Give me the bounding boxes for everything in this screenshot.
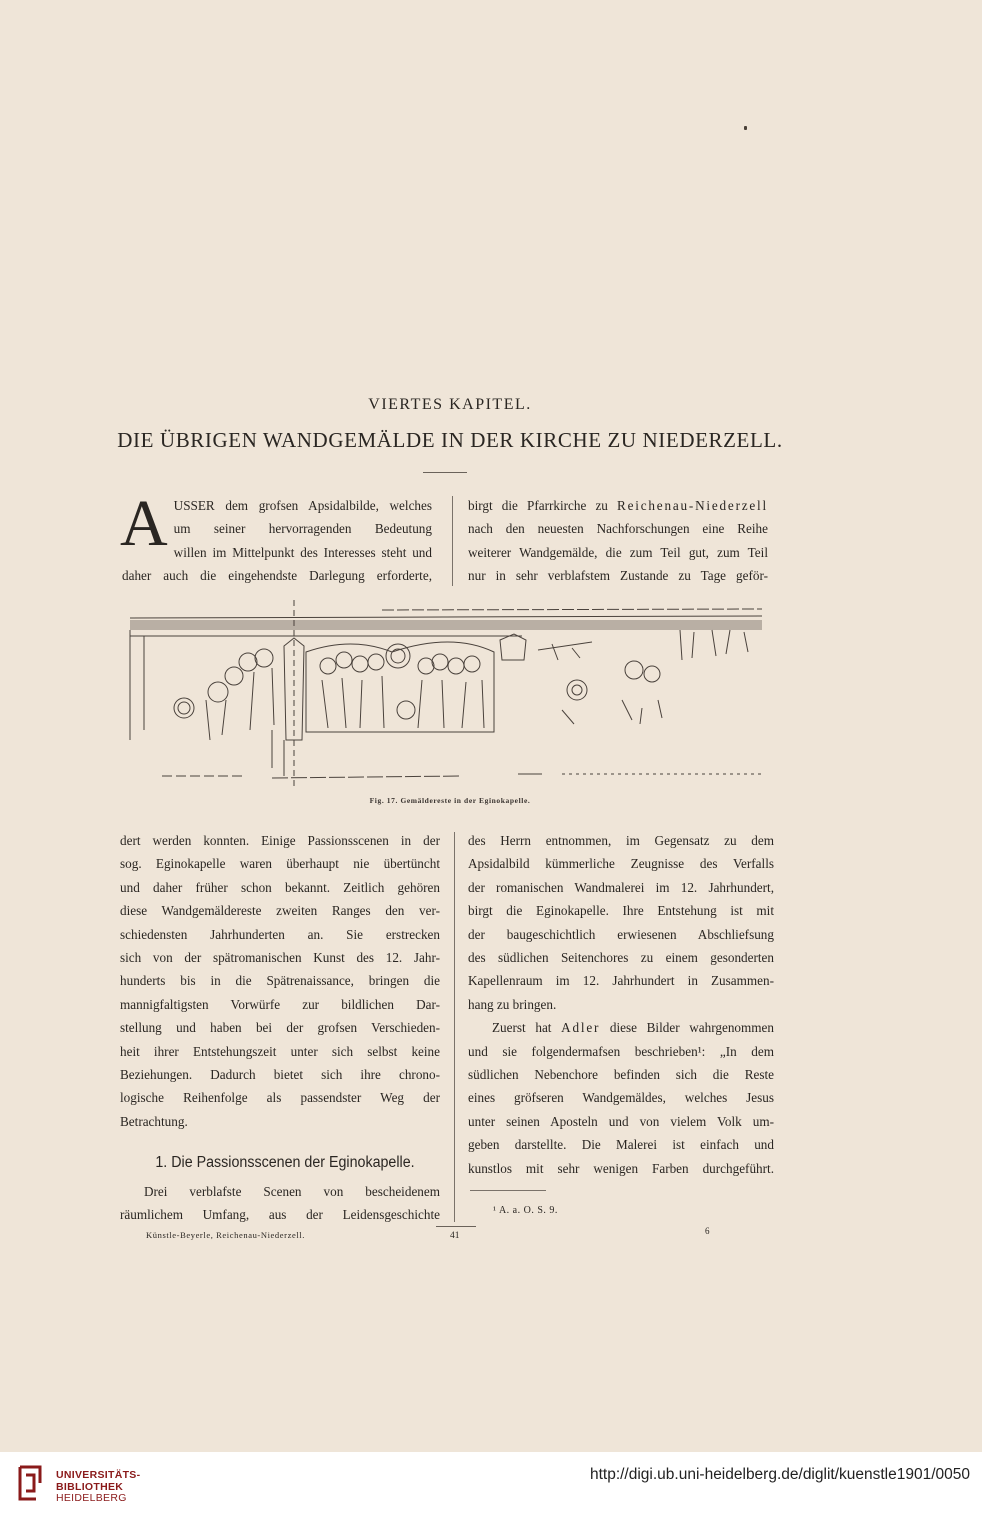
library-name[interactable] [56,1470,140,1505]
text-line: geben darstellte. Die Malerei ist einfach und [468,1137,774,1153]
library-name-line: UNIVERSITÄTS- [56,1469,141,1481]
text-line: Beziehungen. Dadurch bietet sich ihre chrono- [120,1067,440,1083]
text-line: Drei verblafste Scenen von bescheidenem [144,1184,440,1199]
body-left-column [120,829,440,1133]
text-line: des südlichen Seitenchores zu einem gesonderten [468,950,774,966]
intro-left-column [120,487,432,588]
intro-right-column [468,494,768,588]
library-name-line: BIBLIOTHEK [56,1480,124,1493]
text-line [468,494,768,517]
text-line: um seiner hervorragenden Bedeutung [173,521,432,537]
text-line [468,1016,774,1039]
text-line: der baugeschichtlich erwiesenen Abschliefsung [468,926,774,942]
text-line: stellung und haben bei der grofsen Verschieden- [120,1020,440,1036]
text-line: Kapellenraum im 12. Jahrhundert in Zusammen- [468,973,774,989]
text-line: schiedensten Jahrhunderten an. Sie erstrecken [120,926,440,942]
body-left-continued [120,1180,440,1227]
text-line: kunstlos mit sehr wenigen Farben durchgeführt. [468,1160,774,1176]
text-line: diese Wandgemäldereste zweiten Ranges den ver- [120,903,440,919]
ink-speck [744,126,747,130]
text-line: eines gröfseren Wandgemäldes, welches Jesus [468,1090,774,1106]
library-logo-icon[interactable] [14,1463,46,1503]
text-line: birgt die Eginokapelle. Ihre Entstehung ist mit [468,903,774,919]
text-line: dert werden konnten. Einige Passionsscenen in der [120,833,440,848]
library-name-line: HEIDELBERG [56,1492,127,1504]
text-line: der romanischen Wandmalerei im 12. Jahrhundert, [468,879,774,895]
text-line: des Herrn entnommen, im Gegensatz zu dem [468,833,774,848]
text-line: südlichen Nebenchore befinden sich die Reste [468,1067,774,1083]
footnote-divider [470,1190,546,1191]
column-divider [454,832,455,1222]
text-line: mannigfaltigsten Vorwürfe zur bildlichen Dar- [120,996,440,1012]
text-span: birgt die Pfarrkirche zu [468,498,618,513]
text-line: nur in sehr verblafstem Zustande zu Tage geför- [468,568,768,584]
chapter-title: DIE ÜBRIGEN WANDGEMÄLDE IN DER KIRCHE ZU NIEDERZELL. [117,428,783,452]
figure-17-drawing [122,600,772,790]
library-footer-bar [0,1452,982,1526]
section-heading: 1. Die Passionsscenen der Eginokapelle. [155,1154,415,1171]
author-name: Adler [561,1020,601,1036]
text-line: USSER dem grofsen Apsidalbilde, welches [173,498,432,513]
chapter-label: VIERTES KAPITEL. [368,396,532,413]
text-line: hang zu bringen. [468,996,557,1012]
text-span: Zuerst hat [492,1020,562,1036]
page-number-rule [436,1226,476,1227]
signature-mark: 6 [705,1226,710,1236]
text-line: weiterer Wandgemälde, die zum Teil gut, zum Teil [468,544,768,560]
text-line: sog. Eginokapelle waren überhaupt nie übertüncht [120,856,440,872]
place-name: Reichenau-Niederzell [617,498,768,513]
text-line: Betrachtung. [120,1113,188,1129]
text-line: unter seinen Aposteln und von vielem Volk um- [468,1113,774,1129]
text-line: logische Reihenfolge als passendster Weg der [120,1090,440,1106]
text-line: sich von der spätromanischen Kunst des 12. Jahr- [120,950,440,966]
text-line: hunderts bis in die Spätrenaissance, bringen die [120,973,440,989]
column-divider [452,496,453,586]
page-number: 41 [450,1231,460,1241]
wall-painting-sketch [122,600,772,790]
text-line: heit ihrer Entstehungszeit unter sich selbst keine [120,1043,440,1059]
text-line: willen im Mittelpunkt des Interesses steht und [173,544,432,560]
text-line: Apsidalbild kümmerliche Zeugnisse des Verfalls [468,856,774,872]
figure-caption: Fig. 17. Gemäldereste in der Eginokapelle. [369,796,531,805]
text-line: und sie folgendermafsen beschrieben¹: „In dem [468,1043,774,1059]
title-divider [423,472,467,473]
text-line: und daher früher schon bekannt. Zeitlich gehören [120,879,440,895]
footnote: ¹ A. a. O. S. 9. [493,1205,558,1216]
text-line: nach den neuesten Nachforschungen eine Reihe [468,521,768,537]
text-span: diese Bilder wahrgenommen [600,1020,774,1036]
source-url-link[interactable]: http://digi.ub.uni-heidelberg.de/diglit/kuenstle1901/0050 [589,1466,970,1483]
footer-imprint: Künstle-Beyerle, Reichenau-Niederzell. [146,1230,305,1240]
drop-cap: A [120,487,168,560]
text-line: räumlichem Umfang, aus der Leidensgeschichte [120,1207,440,1223]
body-right-column [468,829,774,1180]
text-line: daher auch die eingehendste Darlegung erforderte, [122,568,432,584]
